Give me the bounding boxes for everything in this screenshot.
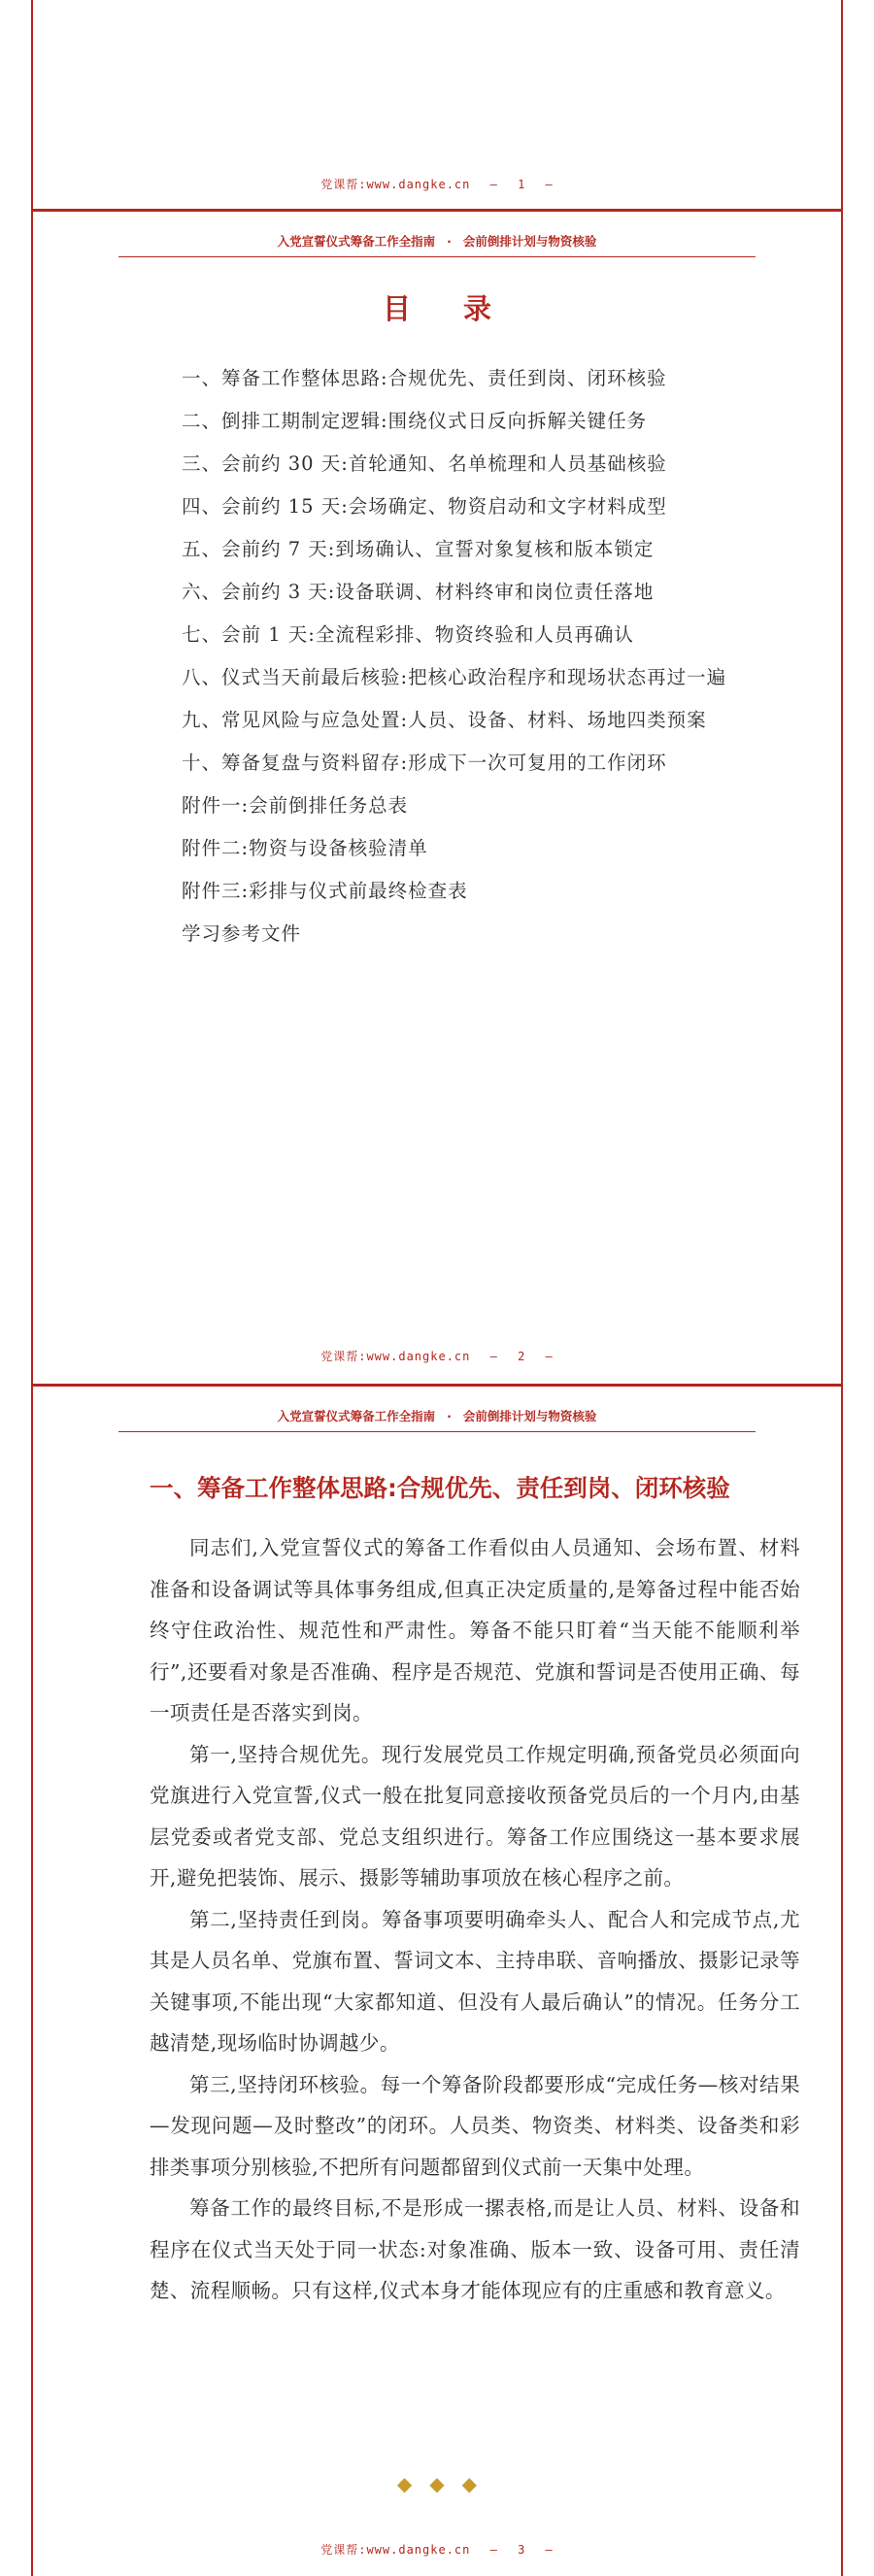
footer-brand: 党课帮:www.dangke.cn [320, 2543, 471, 2557]
header-dot: · [447, 1409, 452, 1423]
header-dot: · [447, 234, 452, 249]
header-subtitle: 会前倒排计划与物资核验 [462, 234, 597, 249]
page-2 [31, 212, 843, 1384]
toc-item[interactable]: 四、会前约 15 天:会场确定、物资启动和文字材料成型 [182, 495, 667, 518]
footer-dash: — [489, 178, 498, 191]
page-footer [33, 2541, 841, 2558]
toc-item[interactable]: 五、会前约 7 天:到场确认、宣誓对象复核和版本锁定 [182, 538, 655, 560]
page-number: 1 [518, 178, 526, 191]
footer-dash: — [545, 1350, 554, 1363]
page-3 [31, 1387, 843, 2576]
body-paragraph: 第二,坚持责任到岗。筹备事项要明确牵头人、配合人和完成节点,尤其是人员名单、党旗布置、誓词文本、主持串联、音响播放、摄影记录等关键事项,不能出现“大家都知道、但没有人最后确认”的情况。任务分工越清楚,现场临时协调越少。 [150, 1907, 800, 2055]
toc-item[interactable]: 附件二:物资与设备核验清单 [182, 837, 428, 859]
page-number: 2 [518, 1350, 526, 1363]
toc-item[interactable]: 二、倒排工期制定逻辑:围绕仪式日反向拆解关键任务 [182, 410, 648, 432]
page-footer [33, 1348, 841, 1364]
header-title: 入党宣誓仪式筹备工作全指南 [277, 1409, 436, 1423]
toc-item[interactable]: 九、常见风险与应急处置:人员、设备、材料、场地四类预案 [182, 709, 707, 731]
header-title: 入党宣誓仪式筹备工作全指南 [277, 234, 436, 249]
toc-title: 目 录 [382, 292, 514, 325]
footer-brand: 党课帮:www.dangke.cn [320, 178, 471, 191]
footer-brand: 党课帮:www.dangke.cn [320, 1350, 471, 1363]
toc-list [182, 357, 754, 955]
body-paragraph: 第三,坚持闭环核验。每一个筹备阶段都要形成“完成任务—核对结果—发现问题—及时整改”的闭环。人员类、物资类、材料类、设备类和彩排类事项分别核验,不把所有问题都留到仪式前一天集中处理。 [150, 2072, 800, 2179]
body-paragraph: 第一,坚持合规优先。现行发展党员工作规定明确,预备党员必须面向党旗进行入党宣誓,仪式一般在批复同意接收预备党员后的一个月内,由基层党委或者党支部、党总支组织进行。筹备工作应围绕这一基本要求展开,避免把装饰、展示、摄影等辅助事项放在核心程序之前。 [150, 1742, 800, 1890]
footer-dash: — [545, 178, 554, 191]
body-paragraph: 同志们,入党宣誓仪式的筹备工作看似由人员通知、会场布置、材料准备和设备调试等具体事务组成,但真正决定质量的,是筹备过程中能否始终守住政治性、规范性和严肃性。筹备不能只盯着“当天能不能顺利举行”,还要看对象是否准确、程序是否规范、党旗和誓词是否使用正确、每一项责任是否落实到岗。 [150, 1536, 800, 1724]
running-header [118, 232, 756, 257]
footer-dash: — [489, 1350, 498, 1363]
toc-item[interactable]: 六、会前约 3 天:设备联调、材料终审和岗位责任落地 [182, 581, 655, 603]
page-number: 3 [518, 2543, 526, 2557]
toc-item[interactable]: 附件一:会前倒排任务总表 [182, 794, 409, 817]
toc-item[interactable]: 十、筹备复盘与资料留存:形成下一次可复用的工作闭环 [182, 752, 667, 774]
toc-item[interactable]: 学习参考文件 [182, 922, 302, 945]
page-1 [31, 0, 843, 209]
toc-item[interactable]: 一、筹备工作整体思路:合规优先、责任到岗、闭环核验 [182, 367, 667, 389]
toc-item[interactable]: 八、仪式当天前最后核验:把核心政治程序和现场状态再过一遍 [182, 666, 727, 688]
page-footer [33, 176, 841, 192]
diamond-ornament-icon: ◆◆◆ [396, 2472, 495, 2495]
section-title: 一、筹备工作整体思路:合规优先、责任到岗、闭环核验 [150, 1474, 730, 1502]
header-subtitle: 会前倒排计划与物资核验 [462, 1409, 597, 1423]
toc-item[interactable]: 三、会前约 30 天:首轮通知、名单梳理和人员基础核验 [182, 452, 667, 475]
section-body [150, 1527, 800, 2312]
running-header [118, 1407, 756, 1432]
toc-item[interactable]: 附件三:彩排与仪式前最终检查表 [182, 880, 468, 902]
footer-dash: — [489, 2543, 498, 2557]
body-paragraph: 筹备工作的最终目标,不是形成一摞表格,而是让人员、材料、设备和程序在仪式当天处于同一状态:对象准确、版本一致、设备可用、责任清楚、流程顺畅。只有这样,仪式本身才能体现应有的庄重感和教育意义。 [150, 2196, 800, 2302]
footer-dash: — [545, 2543, 554, 2557]
toc-item[interactable]: 七、会前 1 天:全流程彩排、物资终验和人员再确认 [182, 623, 634, 646]
